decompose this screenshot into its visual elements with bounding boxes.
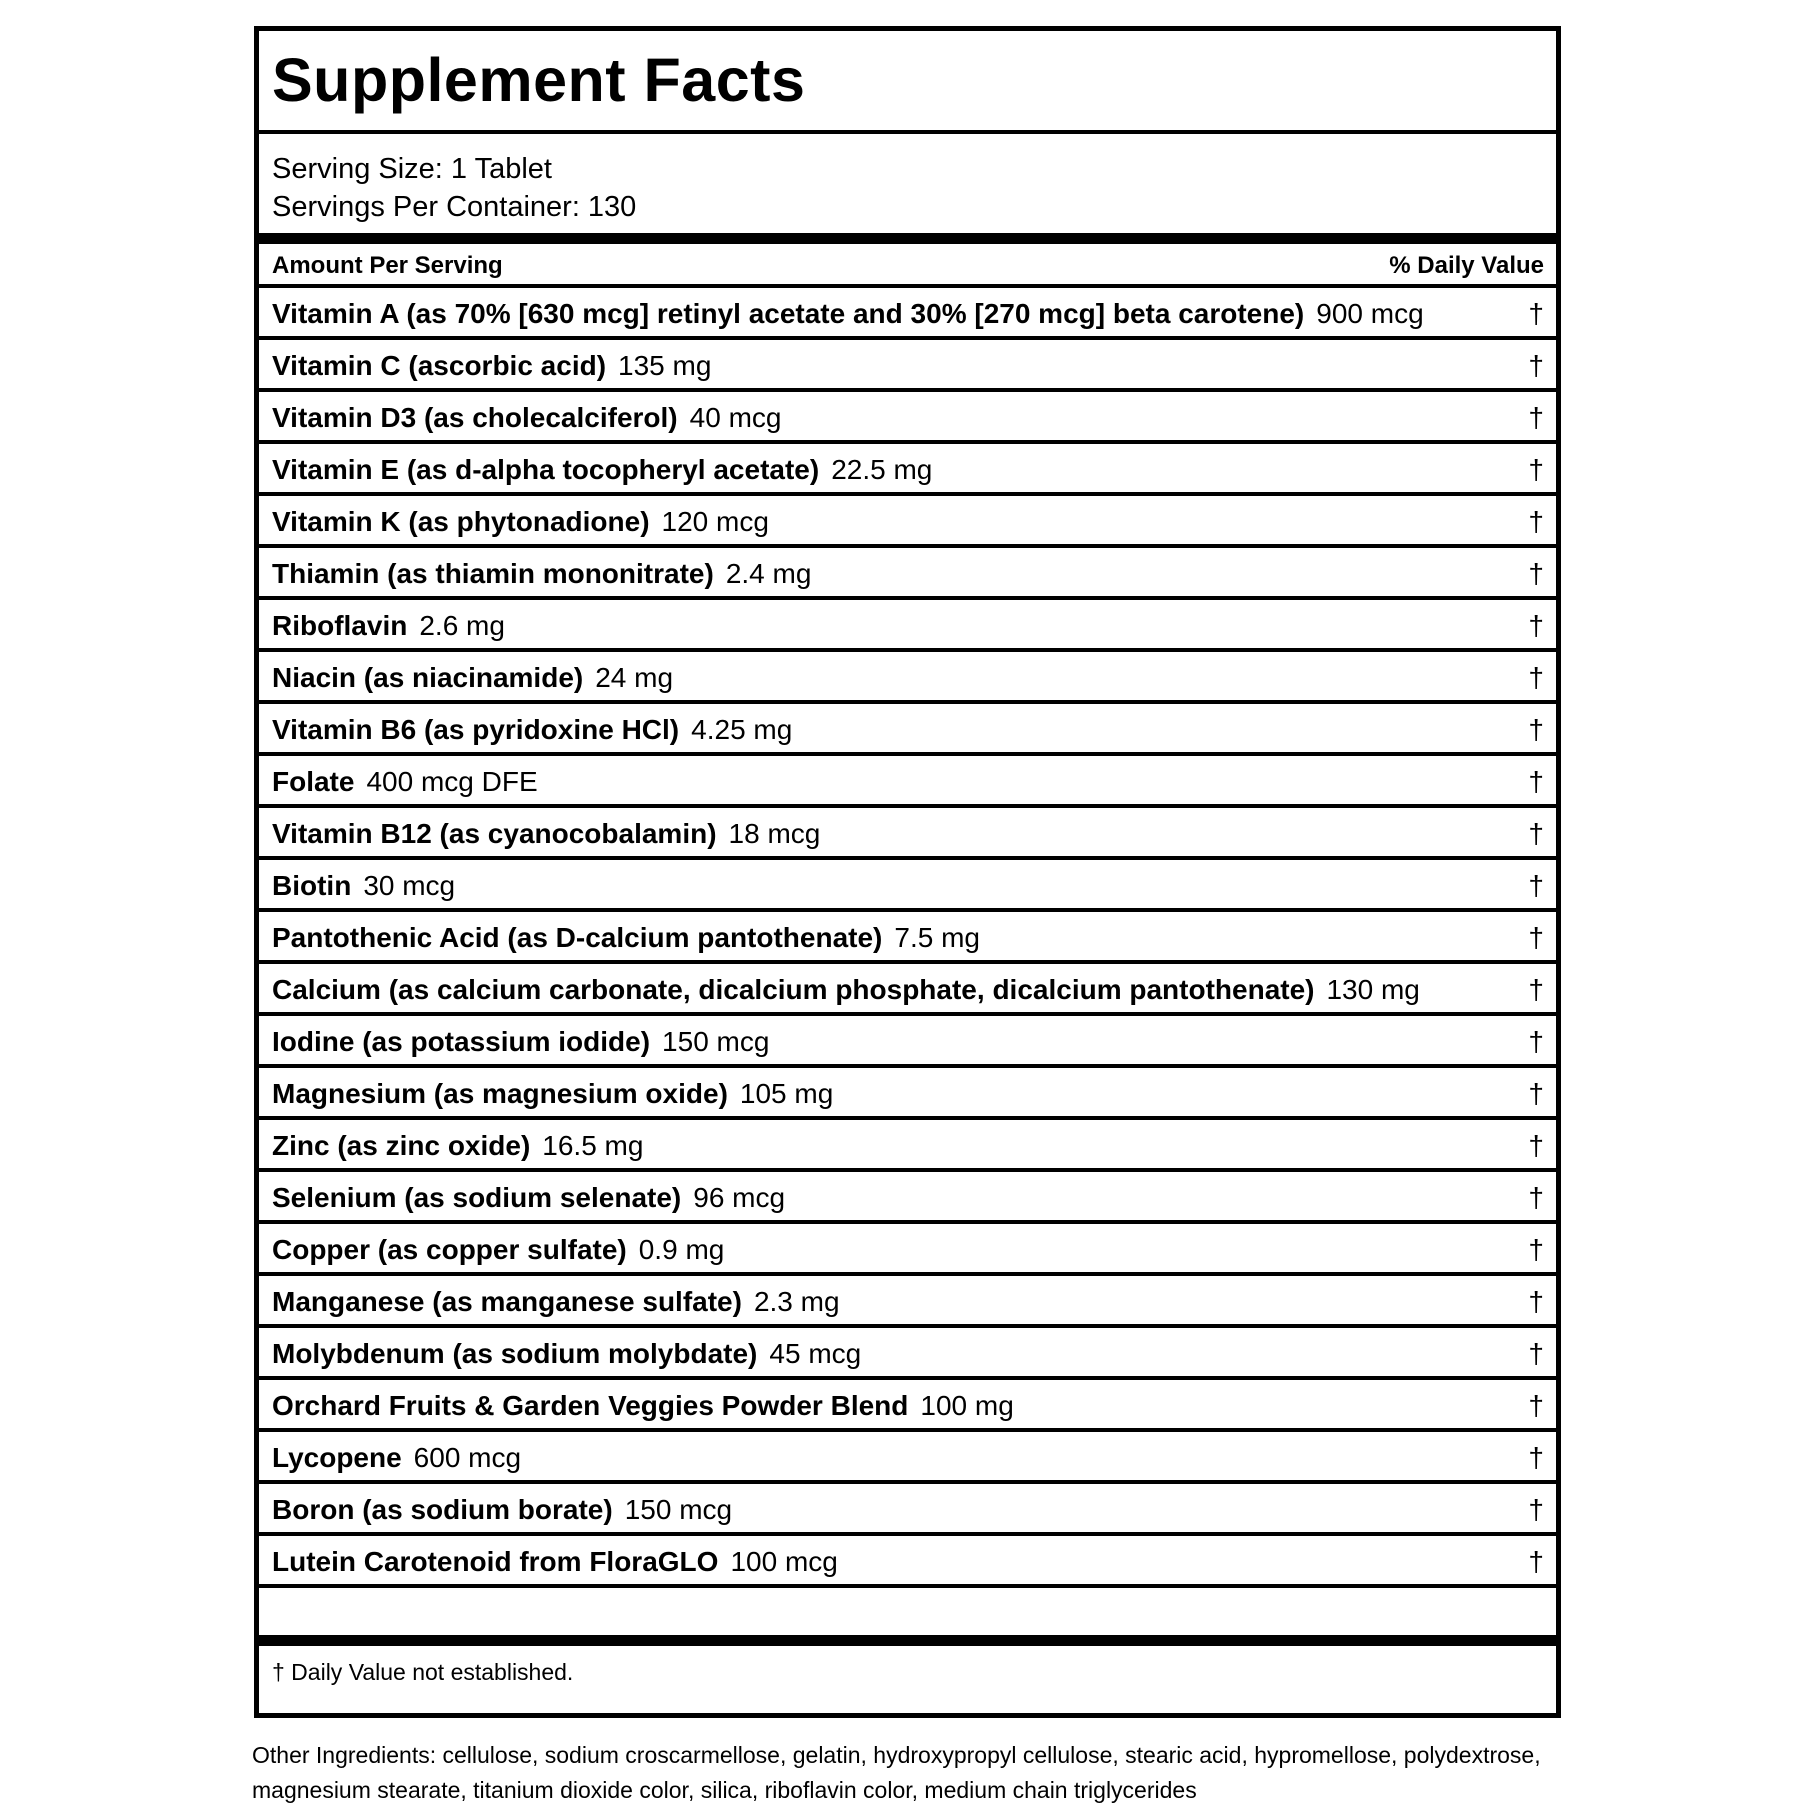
nutrient-name-and-amount [272,612,505,640]
nutrient-row [259,600,1556,652]
nutrient-daily-value: † [1528,1546,1544,1577]
nutrient-amount: 600 mcg [413,1442,522,1473]
nutrient-name: Zinc (as zinc oxide) [272,1130,531,1161]
nutrient-amount: 45 mcg [769,1338,862,1369]
footnote: † Daily Value not established. [272,1659,574,1685]
nutrient-name: Orchard Fruits & Garden Veggies Powder Blend [272,1390,909,1421]
nutrient-row [259,1172,1556,1224]
title-section [259,31,1556,134]
nutrient-name-and-amount [272,924,980,952]
nutrient-daily-value: † [1528,766,1544,797]
nutrient-daily-value: † [1528,402,1544,433]
nutrient-row [259,756,1556,808]
nutrient-daily-value: † [1528,1130,1544,1161]
nutrient-name-and-amount [272,1392,1014,1420]
nutrient-daily-value: † [1528,1182,1544,1213]
nutrient-name-and-amount [272,560,811,588]
nutrient-name-and-amount [272,1080,833,1108]
nutrient-name: Lycopene [272,1442,402,1473]
nutrient-row [259,1016,1556,1068]
nutrient-name-and-amount [272,820,820,848]
nutrient-amount: 24 mg [595,662,674,693]
nutrient-row [259,808,1556,860]
daily-value-label: % Daily Value [1389,252,1544,279]
nutrient-daily-value: † [1528,662,1544,693]
nutrient-amount: 7.5 mg [894,922,980,953]
nutrient-daily-value: † [1528,506,1544,537]
bottom-thick-rule [259,1635,1556,1646]
page-title: Supplement Facts [272,46,806,114]
nutrient-row [259,1120,1556,1172]
nutrient-row [259,1068,1556,1120]
nutrient-daily-value: † [1528,974,1544,1005]
nutrient-row [259,340,1556,392]
nutrient-row [259,860,1556,912]
nutrient-amount: 100 mg [920,1390,1014,1421]
nutrient-name-and-amount [272,768,538,796]
nutrient-daily-value: † [1528,1442,1544,1473]
amount-per-serving-label: Amount Per Serving [272,252,503,279]
nutrient-row [259,704,1556,756]
nutrient-row [259,912,1556,964]
nutrient-name: Vitamin E (as d-alpha tocopheryl acetate) [272,454,820,485]
nutrient-amount: 2.6 mg [419,610,505,641]
nutrient-name-and-amount [272,1496,732,1524]
other-ingredients: Other Ingredients: cellulose, sodium croscarmellose, gelatin, hydroxypropyl cellulose, stearic acid, hypromellose, polydextrose, magnesium stearate, titanium dioxide color, silica, riboflavin color, medium chain triglycerides [252,1742,1541,1803]
serving-size: Serving Size: 1 Tablet [272,153,552,185]
nutrient-daily-value: † [1528,350,1544,381]
nutrient-row [259,652,1556,704]
nutrient-daily-value: † [1528,870,1544,901]
servings-per-container: Servings Per Container: 130 [272,191,637,223]
nutrient-daily-value: † [1528,1494,1544,1525]
nutrient-name: Vitamin K (as phytonadione) [272,506,650,537]
nutrient-daily-value: † [1528,1390,1544,1421]
nutrient-row [259,1536,1556,1588]
nutrient-name: Magnesium (as magnesium oxide) [272,1078,728,1109]
nutrient-name: Vitamin B12 (as cyanocobalamin) [272,818,717,849]
nutrient-name: Biotin [272,870,352,901]
nutrient-list [259,288,1556,1588]
nutrient-amount: 40 mcg [689,402,782,433]
nutrient-name: Riboflavin [272,610,408,641]
nutrient-amount: 120 mcg [661,506,769,537]
nutrient-daily-value: † [1528,818,1544,849]
nutrient-name-and-amount [272,456,932,484]
nutrient-name: Calcium (as calcium carbonate, dicalcium phosphate, dicalcium pantothenate) [272,974,1315,1005]
nutrient-amount: 900 mcg [1316,298,1424,329]
nutrient-daily-value: † [1528,1234,1544,1265]
nutrient-name-and-amount [272,352,711,380]
serving-section [259,134,1556,244]
nutrient-name: Lutein Carotenoid from FloraGLO [272,1546,719,1577]
nutrient-name: Vitamin C (ascorbic acid) [272,350,607,381]
nutrient-name: Vitamin D3 (as cholecalciferol) [272,402,678,433]
nutrient-row [259,548,1556,600]
nutrient-amount: 4.25 mg [691,714,793,745]
amount-header [259,244,1556,288]
nutrient-name: Copper (as copper sulfate) [272,1234,627,1265]
nutrient-amount: 18 mcg [728,818,821,849]
nutrient-name: Iodine (as potassium iodide) [272,1026,651,1057]
nutrient-row [259,1380,1556,1432]
nutrient-name: Selenium (as sodium selenate) [272,1182,682,1213]
nutrient-daily-value: † [1528,1078,1544,1109]
nutrient-amount: 150 mcg [624,1494,733,1525]
nutrient-name: Vitamin A (as 70% [630 mcg] retinyl acetate and 30% [270 mcg] beta carotene) [272,298,1305,329]
nutrient-daily-value: † [1528,922,1544,953]
nutrient-name: Niacin (as niacinamide) [272,662,584,693]
nutrient-daily-value: † [1528,714,1544,745]
nutrient-name-and-amount [272,1028,769,1056]
nutrient-amount: 105 mg [739,1078,834,1109]
nutrient-name-and-amount [272,1548,838,1576]
nutrient-row [259,288,1556,340]
nutrient-name-and-amount [272,1236,724,1264]
nutrient-name: Folate [272,766,355,797]
nutrient-amount: 30 mcg [363,870,456,901]
nutrient-name-and-amount [272,664,673,692]
nutrient-row [259,1432,1556,1484]
nutrient-daily-value: † [1528,1286,1544,1317]
nutrient-daily-value: † [1528,298,1544,329]
nutrient-name-and-amount [272,1288,840,1316]
nutrient-amount: 400 mcg DFE [366,766,538,797]
nutrient-name-and-amount [272,976,1420,1004]
nutrient-name-and-amount [272,716,792,744]
nutrient-row [259,496,1556,548]
nutrient-name: Thiamin (as thiamin mononitrate) [272,558,714,589]
nutrient-name-and-amount [272,872,455,900]
nutrient-name-and-amount [272,300,1424,328]
nutrient-amount: 2.4 mg [725,558,812,589]
nutrient-daily-value: † [1528,1026,1544,1057]
nutrient-amount: 150 mcg [662,1026,770,1057]
nutrient-daily-value: † [1528,1338,1544,1369]
nutrient-row [259,392,1556,444]
nutrient-daily-value: † [1528,454,1544,485]
nutrient-name: Boron (as sodium borate) [272,1494,613,1525]
nutrient-amount: 96 mcg [693,1182,786,1213]
nutrient-name-and-amount [272,1444,521,1472]
nutrient-name-and-amount [272,1184,785,1212]
nutrient-name-and-amount [272,1132,643,1160]
nutrient-daily-value: † [1528,610,1544,641]
nutrient-row [259,1224,1556,1276]
nutrient-amount: 130 mg [1326,974,1420,1005]
nutrient-name: Molybdenum (as sodium molybdate) [272,1338,758,1369]
nutrient-row [259,1276,1556,1328]
nutrient-row [259,444,1556,496]
nutrient-amount: 0.9 mg [638,1234,725,1265]
nutrient-row [259,964,1556,1016]
nutrient-row [259,1328,1556,1380]
nutrient-name: Manganese (as manganese sulfate) [272,1286,742,1317]
nutrient-amount: 2.3 mg [753,1286,840,1317]
nutrient-amount: 16.5 mg [542,1130,644,1161]
nutrient-amount: 100 mcg [730,1546,838,1577]
nutrient-amount: 135 mg [618,350,712,381]
nutrient-name-and-amount [272,404,781,432]
nutrient-name-and-amount [272,1340,861,1368]
nutrient-row [259,1484,1556,1536]
nutrient-name-and-amount [272,508,769,536]
nutrient-daily-value: † [1528,558,1544,589]
nutrient-amount: 22.5 mg [831,454,933,485]
nutrient-name: Pantothenic Acid (as D-calcium pantothenate) [272,922,883,953]
supplement-facts-panel [254,26,1561,1718]
nutrient-name: Vitamin B6 (as pyridoxine HCl) [272,714,680,745]
